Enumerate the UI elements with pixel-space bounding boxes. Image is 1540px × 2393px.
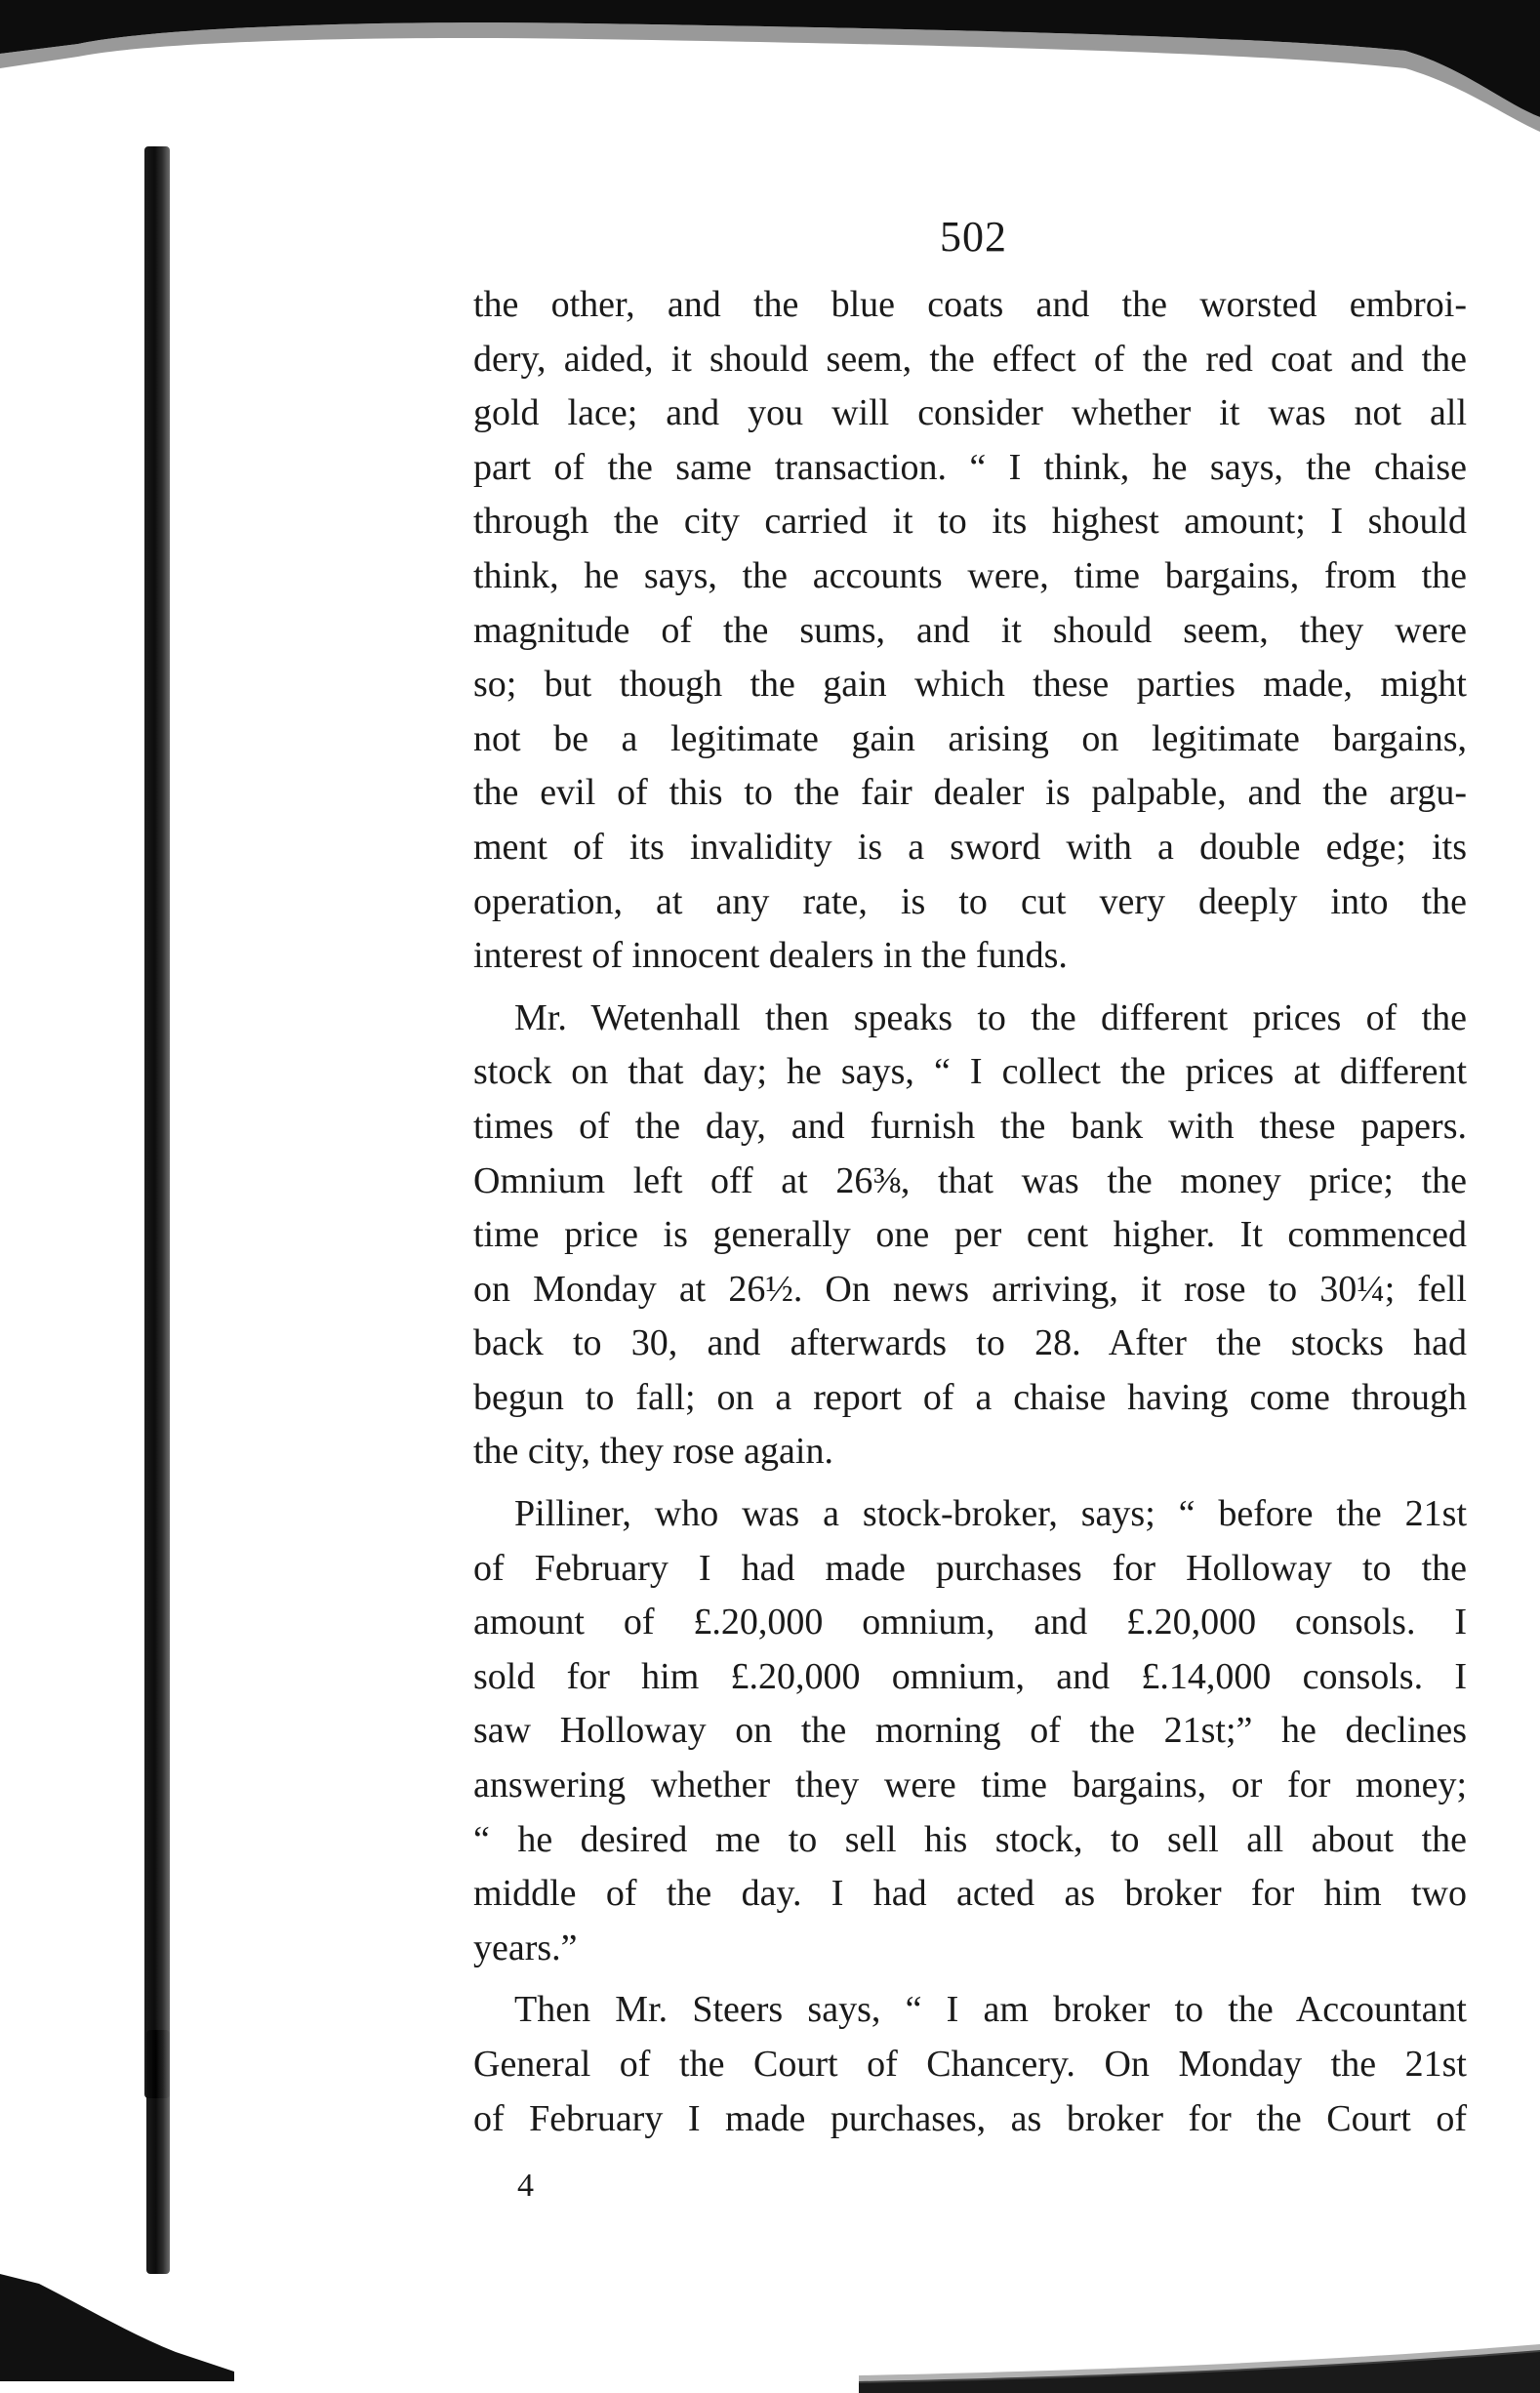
text-line: through the city carried it to its highest amount; I should <box>473 501 1467 543</box>
body-text <box>473 278 1467 2146</box>
text-line: Then Mr. Steers says, “ I am broker to the Accountant <box>514 1989 1467 2031</box>
text-line: back to 30, and afterwards to 28. After the stocks had <box>473 1322 1467 1364</box>
text-line: the evil of this to the fair dealer is palpable, and the argu- <box>473 772 1467 814</box>
text-line: times of the day, and furnish the bank with these papers. <box>473 1105 1467 1147</box>
paragraph-gap <box>473 1480 1467 1487</box>
text-line: operation, at any rate, is to cut very deeply into the <box>473 880 1467 922</box>
text-line: Omnium left off at 26⅜, that was the money price; the <box>473 1159 1467 1201</box>
paragraph <box>473 1983 1467 2146</box>
page-number: 502 <box>940 213 1007 261</box>
text-line: “ he desired me to sell his stock, to sell all about the <box>473 1818 1467 1860</box>
scan-top-edge-shadow <box>0 0 1540 146</box>
text-line: middle of the day. I had acted as broker for him two <box>473 1873 1467 1915</box>
paragraph-gap <box>473 1975 1467 1983</box>
text-line: not be a legitimate gain arising on legitimate bargains, <box>473 717 1467 759</box>
text-line: amount of £.20,000 omnium, and £.20,000 consols. I <box>473 1602 1467 1643</box>
text-line: the city, they rose again. <box>473 1431 833 1473</box>
text-line: part of the same transaction. “ I think, he says, the chaise <box>473 446 1467 488</box>
signature-mark: 4 <box>517 2168 534 2204</box>
text-line: dery, aided, it should seem, the effect of the red coat and the <box>473 338 1467 380</box>
text-line: magnitude of the sums, and it should seem, they were <box>473 609 1467 651</box>
text-line: stock on that day; he says, “ I collect the prices at different <box>473 1051 1467 1093</box>
text-line: the other, and the blue coats and the worsted embroi- <box>473 284 1467 325</box>
text-line: answering whether they were time bargains, or for money; <box>473 1764 1467 1806</box>
text-line: years.” <box>473 1927 578 1968</box>
text-line: of February I made purchases, as broker for the Court of <box>473 2097 1467 2139</box>
text-line: gold lace; and you will consider whether it was not all <box>473 392 1467 434</box>
text-line: begun to fall; on a report of a chaise having come through <box>473 1376 1467 1418</box>
text-line: saw Holloway on the morning of the 21st;” he declines <box>473 1710 1467 1752</box>
text-line: Mr. Wetenhall then speaks to the different prices of the <box>514 996 1467 1038</box>
text-line: General of the Court of Chancery. On Monday the 21st <box>473 2044 1467 2085</box>
scan-binding-shadow <box>144 146 170 2098</box>
text-line: time price is generally one per cent higher. It commenced <box>473 1214 1467 1256</box>
text-line: think, he says, the accounts were, time bargains, from the <box>473 554 1467 596</box>
paragraph <box>473 992 1467 1480</box>
text-line: interest of innocent dealers in the funds. <box>473 935 1068 977</box>
paragraph-gap <box>473 984 1467 992</box>
text-line: Pilliner, who was a stock-broker, says; “ before the 21st <box>514 1493 1467 1535</box>
scan-bottom-edge-shadow <box>859 2342 1540 2393</box>
text-line: on Monday at 26½. On news arriving, it rose to 30¼; fell <box>473 1268 1467 1310</box>
text-line: ment of its invalidity is a sword with a double edge; its <box>473 826 1467 868</box>
text-line: of February I had made purchases for Holloway to the <box>473 1547 1467 1589</box>
paragraph <box>473 1487 1467 1975</box>
scan-corner-shadow <box>0 2274 234 2381</box>
scan-binding-shadow-lower <box>146 2030 170 2274</box>
text-line: sold for him £.20,000 omnium, and £.14,000 consols. I <box>473 1655 1467 1697</box>
paragraph <box>473 278 1467 984</box>
text-line: so; but though the gain which these parties made, might <box>473 664 1467 706</box>
